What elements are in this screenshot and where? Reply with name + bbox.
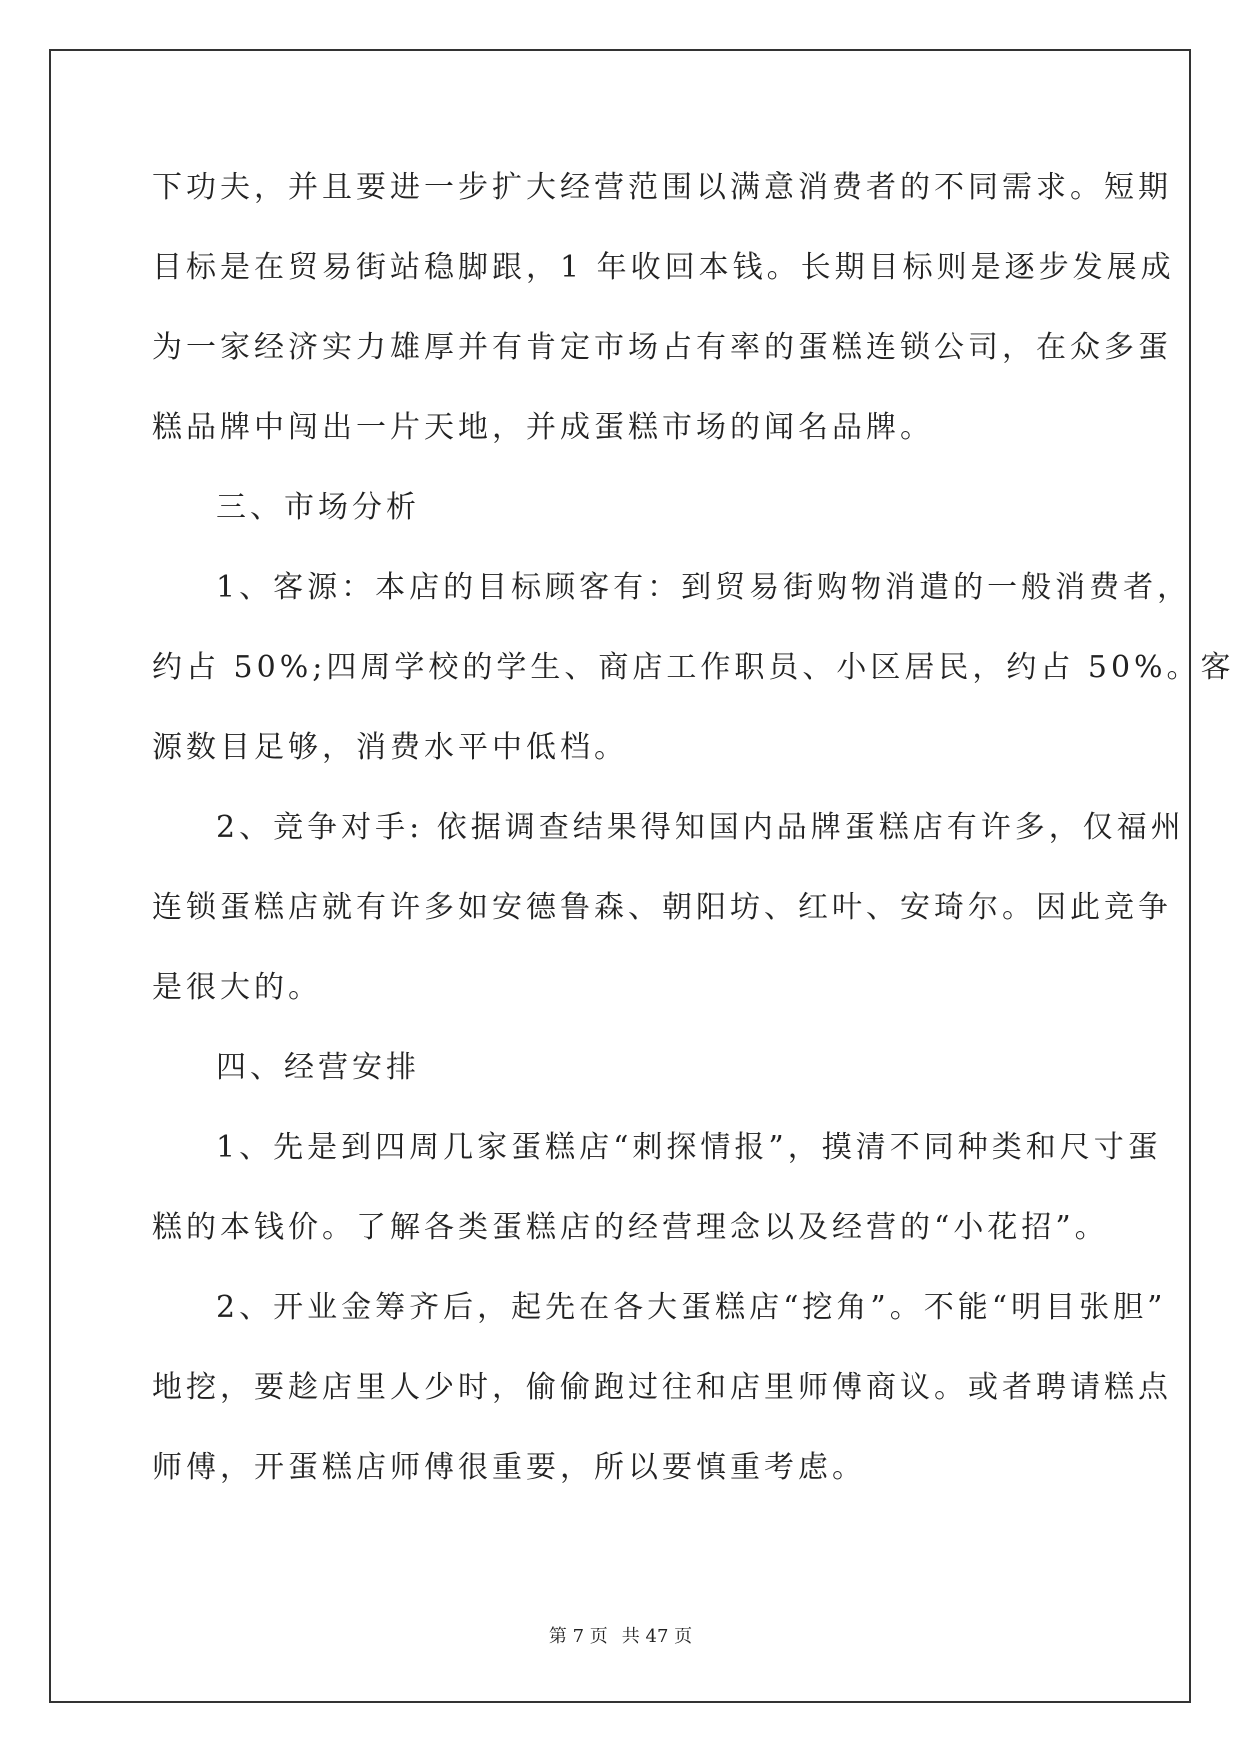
text-line: 连锁蛋糕店就有许多如安德鲁森、朝阳坊、红叶、安琦尔。因此竞争 xyxy=(152,890,1172,925)
document-body xyxy=(152,158,1235,1518)
section-heading-operation-plan: 四、经营安排 xyxy=(216,1050,420,1085)
text-line: 地挖，要趁店里人少时，偷偷跑过往和店里师傅商议。或者聘请糕点 xyxy=(152,1370,1172,1405)
text-line: 1、客源：本店的目标顾客有：到贸易街购物消遣的一般消费者， xyxy=(216,570,1192,605)
text-line: 目标是在贸易街站稳脚跟，1 年收回本钱。长期目标则是逐步发展成 xyxy=(152,250,1175,285)
text-line: 为一家经济实力雄厚并有肯定市场占有率的蛋糕连锁公司，在众多蛋 xyxy=(152,330,1172,365)
text-line: 约占 50%;四周学校的学生、商店工作职员、小区居民，约占 50%。客 xyxy=(152,650,1235,685)
page-footer xyxy=(0,1625,1241,1649)
text-line: 糕的本钱价。了解各类蛋糕店的经营理念以及经营的“小花招”。 xyxy=(152,1210,1109,1245)
text-line: 是很大的。 xyxy=(152,970,322,1005)
text-line: 糕品牌中闯出一片天地，并成蛋糕市场的闻名品牌。 xyxy=(152,410,934,445)
current-page-number: 第 7 页 xyxy=(548,1626,608,1647)
total-page-count: 共 47 页 xyxy=(621,1626,693,1647)
text-line: 源数目足够，消费水平中低档。 xyxy=(152,730,628,765)
section-heading-market-analysis: 三、市场分析 xyxy=(216,490,420,525)
text-line: 2、竞争对手: 依据调查结果得知国内品牌蛋糕店有许多，仅福州 xyxy=(216,810,1185,845)
text-line: 2、开业金筹齐后，起先在各大蛋糕店“挖角”。不能“明目张胆” xyxy=(216,1290,1167,1325)
text-line: 1、先是到四周几家蛋糕店“刺探情报”，摸清不同种类和尺寸蛋 xyxy=(216,1130,1162,1165)
text-line: 师傅，开蛋糕店师傅很重要，所以要慎重考虑。 xyxy=(152,1450,866,1485)
text-line: 下功夫，并且要进一步扩大经营范围以满意消费者的不同需求。短期 xyxy=(152,170,1172,205)
